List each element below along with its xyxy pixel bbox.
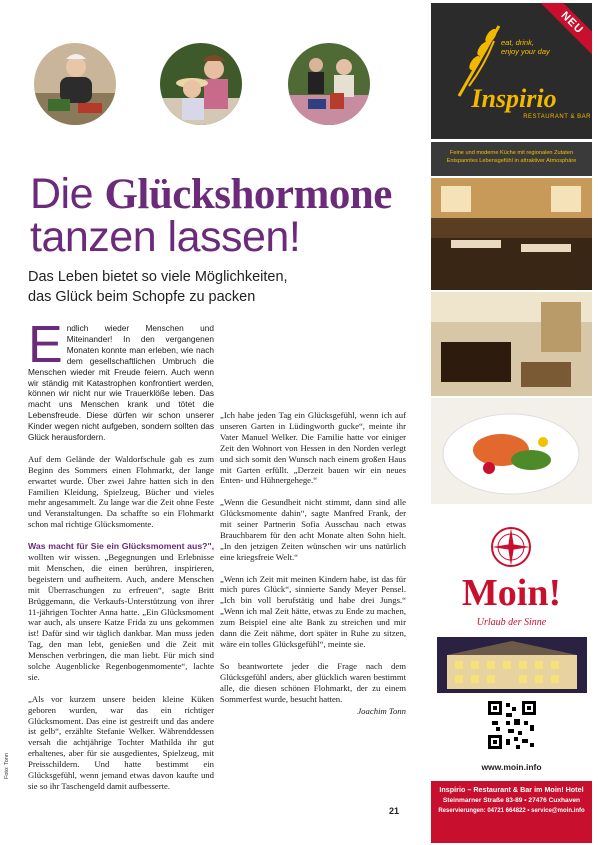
headline	[30, 170, 410, 261]
compass-icon	[489, 525, 533, 569]
page-number: 21	[388, 806, 399, 816]
headline-line2: tanzen lassen!	[30, 213, 301, 261]
ad-footer-line1: Inspirio – Restaurant & Bar im Moin! Hotel	[439, 785, 584, 794]
headline-line1-plain: Die	[30, 170, 105, 218]
hotel-building-image	[437, 637, 587, 693]
article-author: Joachim Tonn	[357, 706, 406, 717]
ad-slogan-line2: enjoy your day	[501, 47, 550, 56]
ad-tagline	[431, 142, 592, 176]
article-paragraph	[28, 541, 214, 683]
photo-mother-daughter	[160, 43, 242, 125]
article-lead-text: ndlich wieder Menschen und Miteinander! In den vergangenen Monaten konnte man erleben, wie nach dem gesellschaftlichen Umbruch die Menschen wieder mit Freude feiern. Auch wenn wir ständig mit Katastrophen konfrontiert werden, können wir nicht nur wie Trauerklöße leben. Das macht uns Menschen krank und tötet die Lebensfreude. Diese dürfen wir schon unserer Kinder wegen nicht aufgeben, sondern sollten das Glück herausfordern.	[28, 323, 214, 443]
ad-brand: Inspirio	[471, 84, 557, 113]
ad-moin-box	[431, 505, 592, 755]
ad-photo-restaurant	[431, 178, 592, 290]
article-paragraph: „Ich habe jeden Tag ein Glücksgefühl, wenn ich auf unseren Garten in Lüdingworth gucke“, meinte ihr Vater Manuel Welker. Die Familie hatte vor einiger Zeit den Wohnort von Hessen in den Norden verlegt und sich somit den Wunsch nach einem großen Haus mit Garten erfüllt. „Derzeit bauen wir ein neues Enten- und Hühnergehege.“	[220, 410, 406, 486]
subtitle	[28, 267, 408, 307]
ad-moin-title: Moin!	[461, 572, 562, 614]
ad-tagline-line1: Feine und moderne Küche mit regionalen Zutaten	[449, 150, 574, 156]
ad-slogan-line1: eat, drink,	[501, 38, 534, 47]
ad-brand-sub: RESTAURANT & BAR	[523, 114, 591, 120]
qr-code[interactable]	[486, 699, 538, 751]
article-lead	[28, 316, 214, 443]
ad-badge-new: NEU	[538, 3, 592, 57]
article-paragraph: „Wenn die Gesundheit nicht stimmt, dann sind alle Glücksmomente dahin“, sagte Manfred Frank, der mit seiner Partnerin Sofia Ausschau nach etwas Brauchbarem für den acht Monate alten Sohn hielt. „In den jetzigen Zeiten wünschen wir uns natürlich eine kriegsfreie Welt.“	[220, 497, 406, 562]
article-column-2	[220, 320, 406, 728]
ad-photo-dining-room	[431, 292, 592, 396]
photo-market-stall	[288, 43, 370, 125]
advertisement[interactable]	[428, 0, 598, 845]
headline-line1-bold: Glückshormone	[104, 171, 392, 218]
ad-footer-line2: Steinmarner Straße 83-89 • 27476 Cuxhaven	[442, 797, 581, 804]
ad-header	[431, 3, 592, 139]
article-paragraph: „Wenn ich Zeit mit meinen Kindern habe, ist das für mich pures Glück“, sinnierte Sandy Meyer Pensel. „Ich bin voll berufstätig und habe drei Jungs.“ „Wenn ich mal Zeit hätte, etwas zu Ende zu machen, zum Beispiel eine alte Bank zu streichen und mir dann die Zeit nähme, dort später in Ruhe zu sitzen, wäre ein tolles Glücksgefühl“, meinte sie.	[220, 573, 406, 649]
ad-tagline-line2: Entspanntes Lebensgefühl in attraktiver Atmosphäre	[446, 158, 577, 164]
article-paragraph: Auf dem Gelände der Waldorfschule gab es zum Beginn des Sommers einen Flohmarkt, der lange erwartet wurde. Über zwei Jahre hatten sich in den Familien Kleidung, Spielzeug, Bücher und vieles mehr angesammelt. Zu lange war die Zeit ohne Feste und Veranstaltungen. Da schaffte so ein Flohmarkt schon mal richtige Glücksmomente.	[28, 453, 214, 530]
article-column-1	[28, 316, 214, 792]
article-question: Was macht für Sie ein Glücksmoment aus?",	[28, 541, 214, 552]
ad-photo-food	[431, 398, 592, 504]
article-paragraph: So beantwortete jeder die Frage nach dem Glücksgefühl anders, aber glücklich waren bestimmt alle, die diesen schönen Flohmarkt, der zu einem Sommerfest wurde, besucht hatten.	[220, 660, 406, 704]
article-paragraph-text: wollten wir wissen. „Begegnungen und Erlebnisse mit Menschen, die einen berühren, inspirieren, begeistern und aufheitern. Auch, andere Menschen mit Überraschungen zu erfreuen“, sagte Britt Brüggemann, die Verkaufs-Unterstützung von ihrer 11-jährigen Tochter Anna hatte. „Ein Glücksmoment war auch, als unsere Katze Frida zu uns gekommen ist! Dafür sind wir täglich dankbar. Man muss jeden Tag, den man lebt, genießen und die Zeit mit Menschen verbringen, die man liebt. Für mich sind solche Augenblicke Regenbogenmomente“, lachte sie.	[28, 552, 214, 682]
ad-moin-subtitle: Urlaub der Sinne	[476, 617, 547, 628]
subtitle-line1: Das Leben bietet so viele Möglichkeiten,	[28, 269, 288, 285]
article-paragraph: „Als vor kurzem unsere beiden kleine Küken geboren wurden, war das ein richtiger Glücksmoment. Das eine ist gestreift und das andere ist gelb“, erzählte Stefanie Welker. Währenddessen versah die achtjährige Tochter Mathilda ihr gut erhaltenes, aber für sie ausgedientes, Spielzeug, mit Preisschildern. Und hatte bestimmt ein Glücksgefühl, wenn jemand etwas davon kaufte und sie so ihr Taschengeld damit aufbesserte.	[28, 693, 214, 792]
dropcap: E	[28, 316, 63, 374]
ad-slogan	[501, 38, 581, 56]
ad-url-link[interactable]: www.moin.info	[481, 762, 542, 772]
ad-footer	[431, 781, 592, 843]
subtitle-line2: das Glück beim Schopfe zu packen	[28, 289, 256, 305]
photo-credit: Foto: Tonn	[4, 753, 10, 779]
ad-footer-line3: Reservierungen: 04721 664822 • service@moin.info	[438, 808, 585, 814]
photo-child-toys	[34, 43, 116, 125]
